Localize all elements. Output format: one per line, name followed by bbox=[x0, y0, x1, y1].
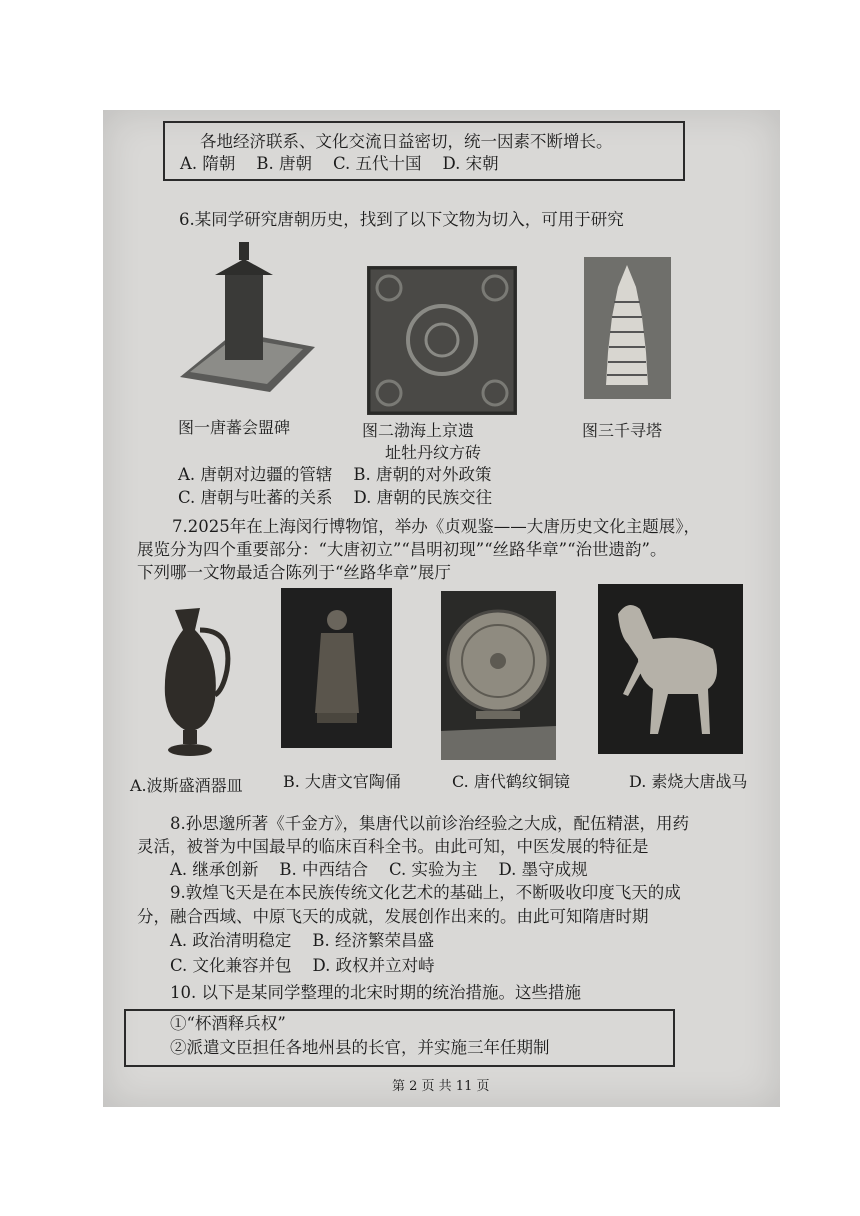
q9-options-line1: A. 政治清明稳定 B. 经济繁荣昌盛 bbox=[170, 931, 434, 950]
q7c-crane-bronze-mirror-image bbox=[441, 591, 556, 760]
q10-stem: 10. 以下是某同学整理的北宋时期的统治措施。这些措施 bbox=[170, 983, 581, 1002]
q7a-persian-ewer-image bbox=[145, 600, 240, 760]
q6-stem: 6.某同学研究唐朝历史，找到了以下文物为切入，可用于研究 bbox=[179, 210, 624, 229]
q8-stem-line2: 灵活，被誉为中国最早的临床百科全书。由此可知，中医发展的特征是 bbox=[137, 837, 649, 856]
q7-stem-line1: 7.2025年在上海闵行博物馆，举办《贞观鉴——大唐历史文化主题展》， bbox=[172, 517, 700, 536]
fig3-caption: 图三千寻塔 bbox=[582, 421, 663, 440]
fig3-qianxun-pagoda-image bbox=[584, 257, 671, 399]
q6-options-line1: A. 唐朝对边疆的管辖 B. 唐朝的对外政策 bbox=[178, 465, 492, 484]
page-number: 第 2 页 共 11 页 bbox=[392, 1079, 490, 1094]
fig1-tang-tibet-stele-image bbox=[175, 237, 320, 395]
q7-option-a: A.波斯盛酒器皿 bbox=[130, 776, 243, 795]
q7-stem-line3: 下列哪一文物最适合陈列于“丝路华章”展厅 bbox=[137, 563, 451, 582]
q9-options-line2: C. 文化兼容并包 D. 政权并立对峙 bbox=[170, 956, 435, 975]
q7-option-d: D. 素烧大唐战马 bbox=[629, 772, 748, 791]
q10-item1: ①“杯酒释兵权” bbox=[170, 1014, 286, 1033]
q10-item2: ②派遣文臣担任各地州县的长官，并实施三年任期制 bbox=[170, 1038, 550, 1057]
fig2-peony-brick-image bbox=[367, 266, 517, 415]
q7-stem-line2: 展览分为四个重要部分：“大唐初立”“昌明初现”“丝路华章”“治世遗韵”。 bbox=[137, 540, 667, 559]
q7b-tang-official-figurine-image bbox=[281, 588, 392, 748]
q8-stem-line1: 8.孙思邈所著《千金方》，集唐代以前诊治经验之大成，配伍精湛，用药 bbox=[170, 814, 689, 833]
fig2-caption-line2: 址牡丹纹方砖 bbox=[385, 443, 482, 462]
q6-options-line2: C. 唐朝与吐蕃的关系 D. 唐朝的民族交往 bbox=[178, 488, 493, 507]
q5-box-text: 各地经济联系、文化交流日益密切，统一因素不断增长。 bbox=[200, 132, 613, 151]
q5-options: A. 隋朝 B. 唐朝 C. 五代十国 D. 宋朝 bbox=[180, 154, 499, 173]
q9-stem-line1: 9.敦煌飞天是在本民族传统文化艺术的基础上，不断吸收印度飞天的成 bbox=[170, 883, 681, 902]
fig1-caption: 图一唐蕃会盟碑 bbox=[178, 418, 291, 437]
q8-options: A. 继承创新 B. 中西结合 C. 实验为主 D. 墨守成规 bbox=[170, 860, 588, 879]
q9-stem-line2: 分，融合西域、中原飞天的成就，发展创作出来的。由此可知隋唐时期 bbox=[137, 907, 649, 926]
q7-option-b: B. 大唐文官陶俑 bbox=[283, 772, 401, 791]
q7-option-c: C. 唐代鹤纹铜镜 bbox=[452, 772, 570, 791]
q7d-tang-war-horse-image bbox=[598, 584, 743, 754]
fig2-caption-line1: 图二渤海上京遗 bbox=[362, 421, 475, 440]
